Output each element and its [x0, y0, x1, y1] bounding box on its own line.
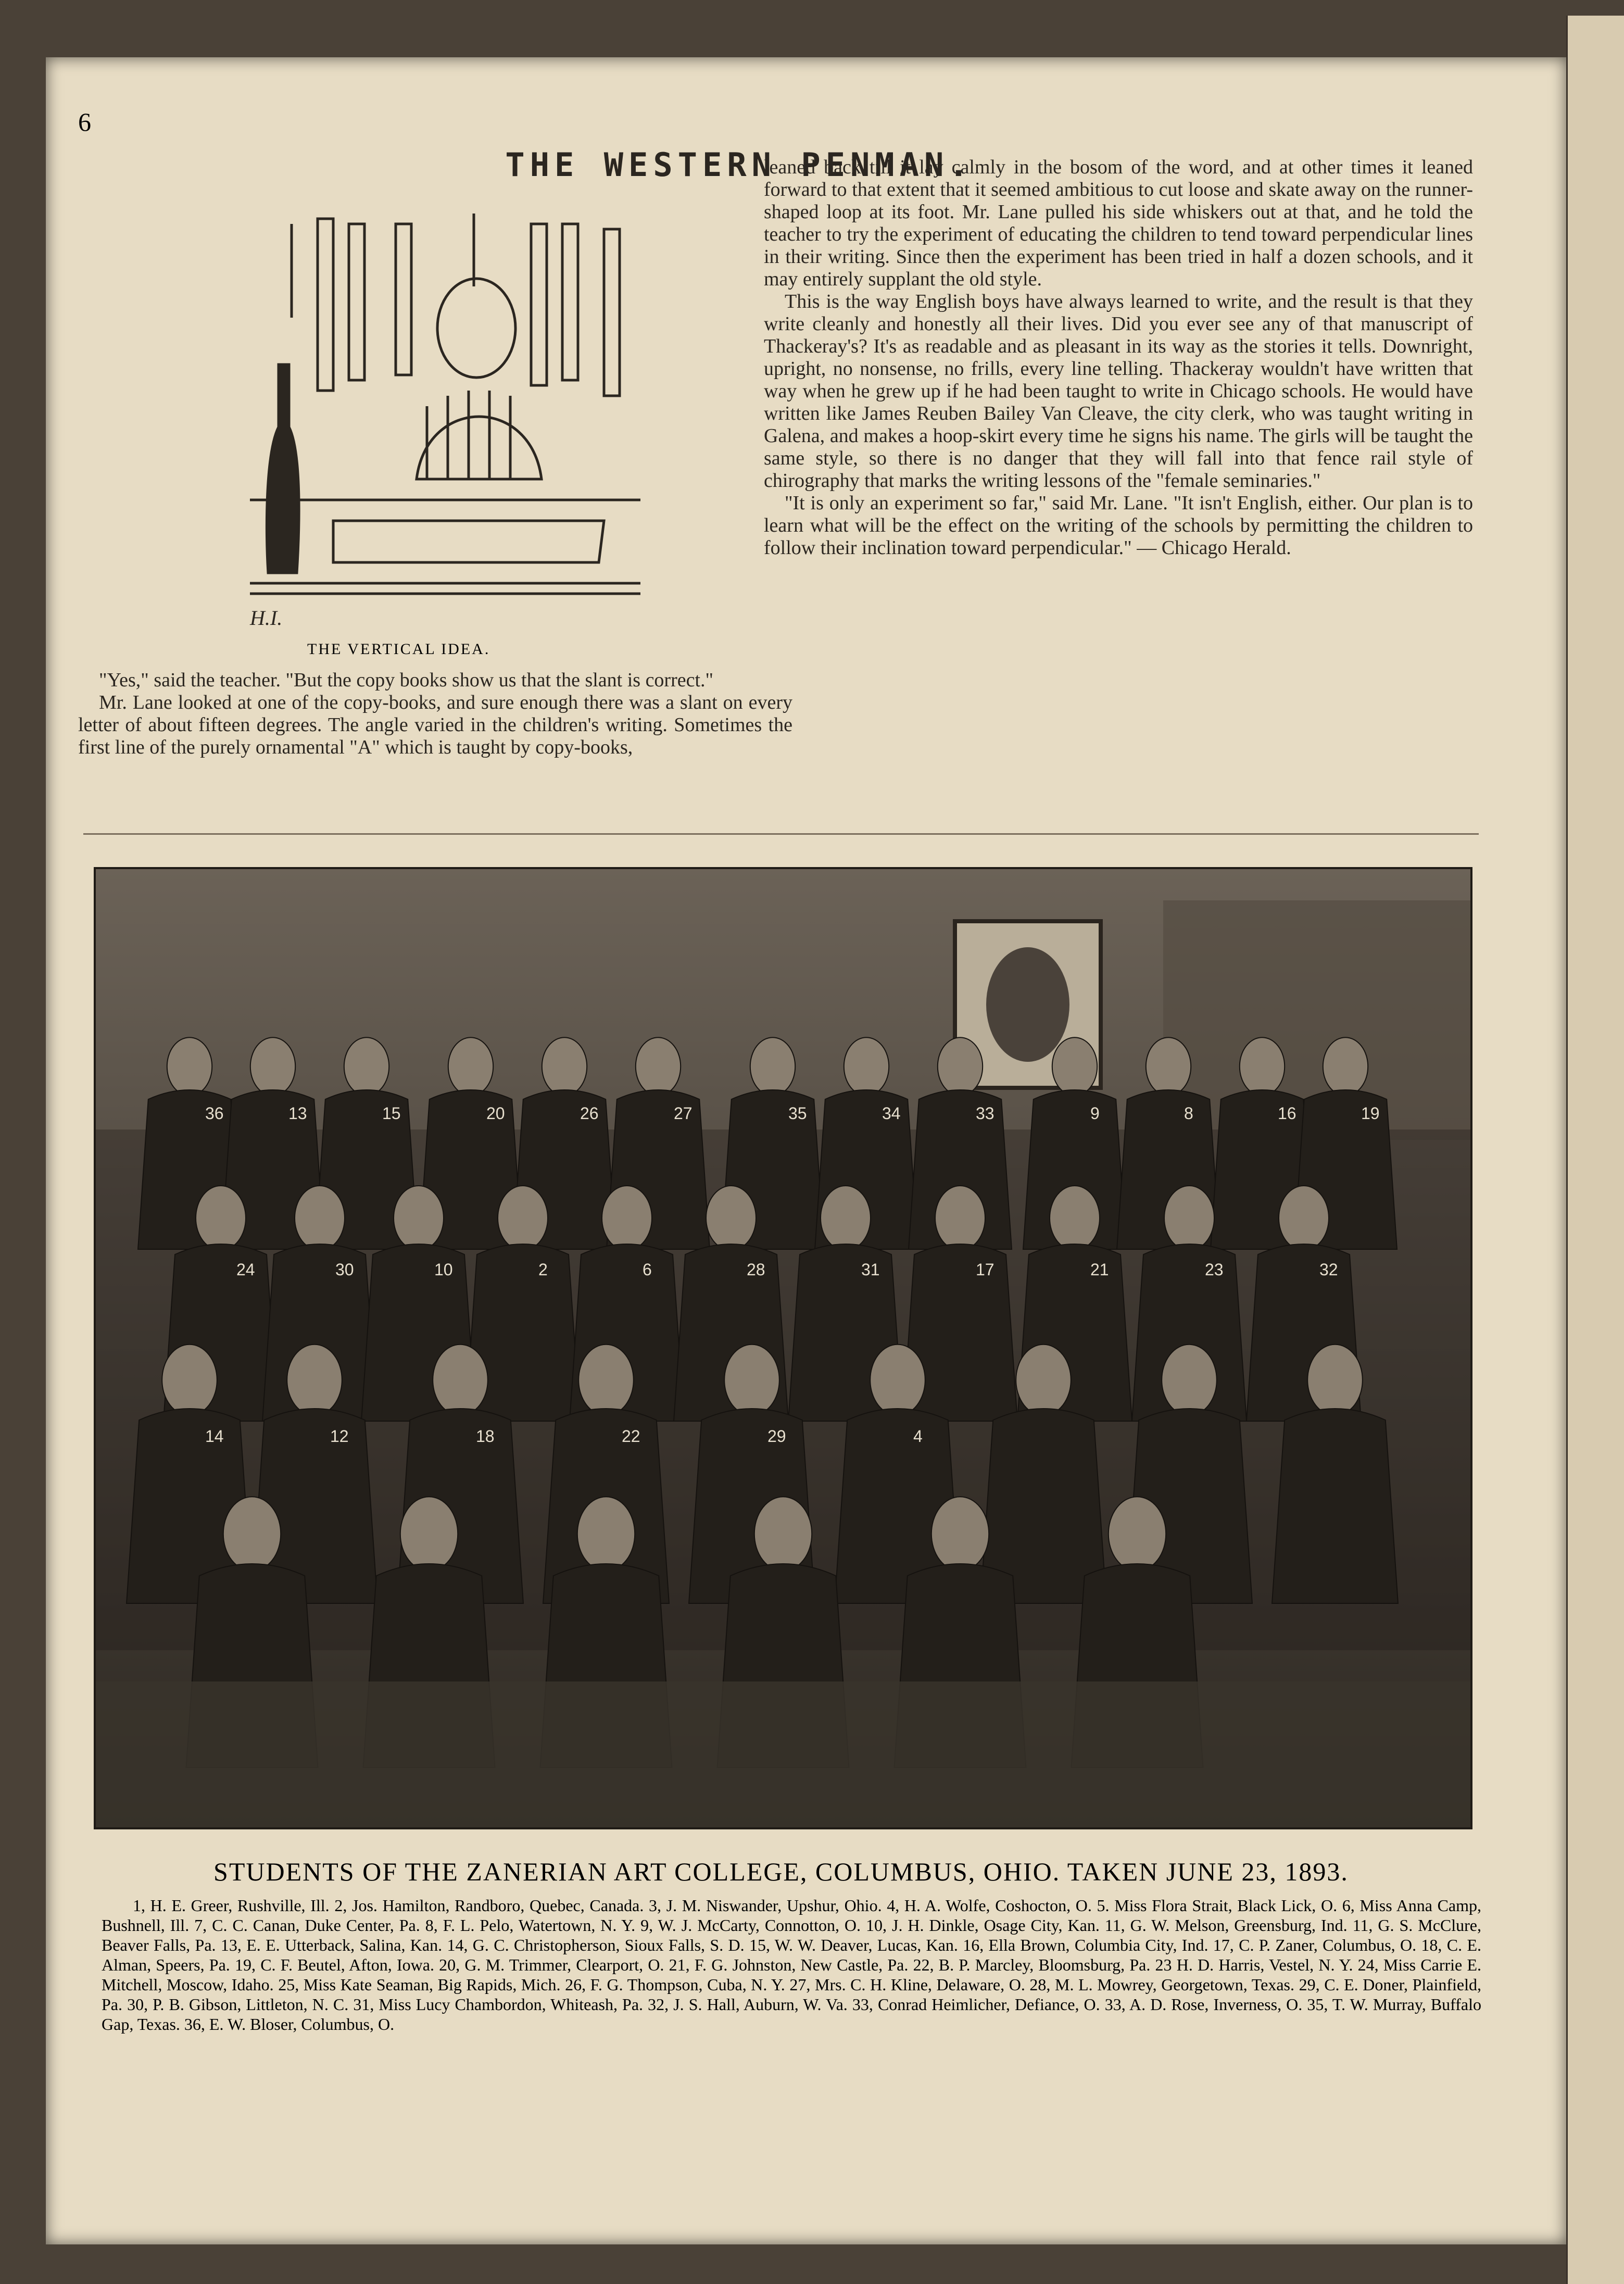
student-head: [821, 1186, 871, 1250]
photo-person-number: 4: [913, 1427, 923, 1446]
student-head: [542, 1037, 587, 1096]
photo-person-number: 10: [434, 1260, 453, 1279]
article-paragraph: "Yes," said the teacher. "But the copy books show us that the slant is correct.": [99, 669, 714, 691]
photo-person-number: 23: [1205, 1260, 1224, 1279]
student-head: [1323, 1037, 1368, 1096]
photo-person-number: 9: [1090, 1104, 1100, 1123]
student-head: [250, 1037, 295, 1096]
student-head: [938, 1037, 983, 1096]
photo-person-number: 29: [767, 1427, 786, 1446]
photo-person-number: 27: [674, 1104, 693, 1123]
student-head: [844, 1037, 889, 1096]
student-head: [344, 1037, 389, 1096]
photo-person-number: 28: [747, 1260, 765, 1279]
group-photograph: [94, 867, 1472, 1829]
photo-person-number: 21: [1090, 1260, 1109, 1279]
student-head: [577, 1497, 635, 1571]
photo-person-number: 36: [205, 1104, 224, 1123]
desk-book: [333, 521, 604, 562]
photo-person-number: 35: [788, 1104, 807, 1123]
boy-body: [417, 417, 542, 479]
photo-person-number: 22: [622, 1427, 640, 1446]
student-head: [295, 1186, 345, 1250]
pillar: [604, 229, 620, 396]
page-number: 6: [78, 107, 91, 136]
photo-legend-text: 1, H. E. Greer, Rushville, Ill. 2, Jos. Hamilton, Randboro, Quebec, Canada. 3, J. M. Niswander, Upshur, Ohio. 4, H. A. Wolfe, Coshocton, O. 5. Miss Flora Strait, Black Lick, O. 6, Miss Anna Camp, Bushnell, Ill. 7, C. C. Canan, Duke Center, Pa. 8, F. L. Pelo, Watertown, N. Y. 9, W. J. McCarty, Connotton, O. 10, J. H. Dinkle, Osage City, Kan. 11, G. W. Melson, Greensburg, Ind. 11, G. S. McClure, Beaver Falls, Pa. 13, E. E. Utterback, Salina, Kan. 14, G. C. Christopherson, Sioux Falls, S. D. 15, W. W. Deaver, Lucas, Kan. 16, Ella Brown, Columbia City, Ind. 17, C. P. Zaner, Columbus, O. 18, C. E. Alman, Speers, Pa. 19, C. F. Beutel, Afton, Iowa. 20, G. M. Trimmer, Clearport, O. 21, F. G. Johnston, New Castle, Pa. 22, B. P. Marcley, Bloomsburg, Pa. 23 H. D. Harris, Vestel, N. Y. 24, Miss Carrie E. Mitchell, Moscow, Idaho. 25, Miss Kate Seaman, Big Rapids, Mich. 26, F. G. Thompson, Cuba, N. Y. 27, Mrs. C. H. Kline, Delaware, O. 28, M. L. Mowrey, Georgetown, Texas. 29, C. E. Doner, Plainfield, Pa. 30, P. B. Gibson, Littleton, N. C. 31, Miss Lucy Chambordon, Whiteash, Pa. 32, J. S. Hall, Auburn, W. Va. 33, Conrad Heimlicher, Defiance, O. 33, A. D. Rose, Inverness, O. 35, T. W. Murray, Buffalo Gap, Texas. 36, E. W. Bloser, Columbus, O.: [102, 1896, 1481, 2034]
pillar: [396, 224, 411, 375]
facing-page-edge: [1566, 16, 1624, 2284]
photo-person-number: 6: [643, 1260, 652, 1279]
student-head: [602, 1186, 652, 1250]
student-head: [724, 1345, 779, 1415]
photo-scene: [96, 869, 1470, 1827]
student-head: [750, 1037, 795, 1096]
student-head: [196, 1186, 246, 1250]
student-head: [1164, 1186, 1214, 1250]
student-head: [1052, 1037, 1097, 1096]
illustration-caption: THE VERTICAL IDEA.: [307, 641, 490, 658]
student-head: [400, 1497, 458, 1571]
student-head: [1109, 1497, 1166, 1571]
photo-person-number: 33: [976, 1104, 994, 1123]
pillar: [562, 224, 578, 380]
photo-person-number: 16: [1278, 1104, 1296, 1123]
student-head: [448, 1037, 493, 1096]
photo-person-number: 18: [476, 1427, 495, 1446]
article-paragraph: This is the way English boys have always learned to write, and the result is that they write cleanly and honestly all their lives. Did you ever see any of that manuscript of Thackeray's? It's as readable and as pleasant in its way as the stories it tells. Downright, upright, no nonsense, no frills, every line telling. Thackeray wouldn't have written that way when he grew up if he had been taught to write in Chicago schools. He would have written like James Reuben Bailey Van Cleave, the city clerk, who was taught writing in Galena, and makes a hoop-skirt every time he signs his name. The girls will be taught the same style, so there is no danger that they will fall into that fence rail style of chirography that marks the writing lessons of the "female seminaries.": [764, 291, 1473, 492]
student-head: [162, 1345, 217, 1415]
photo-person-number: 24: [236, 1260, 255, 1279]
photo-person-number: 26: [580, 1104, 599, 1123]
student-head: [1146, 1037, 1191, 1096]
article-paragraph: "It is only an experiment so far," said Mr. Lane. "It isn't English, either. Our plan is to learn what will be the effect on the writing of the schools by permitting the children to follow their inclination toward perpendicular." — Chicago Herald.: [764, 492, 1473, 559]
photo-person-number: 8: [1184, 1104, 1193, 1123]
photo-person-number: 32: [1319, 1260, 1338, 1279]
student-head: [870, 1345, 925, 1415]
student-head: [706, 1186, 756, 1250]
photo-legend: [102, 1896, 1481, 2034]
photo-person-number: 30: [335, 1260, 354, 1279]
student-head: [1279, 1186, 1329, 1250]
student-head: [1240, 1037, 1285, 1096]
photo-person-number: 15: [382, 1104, 401, 1123]
photo-person-number: 13: [288, 1104, 307, 1123]
photo-person-number: 31: [861, 1260, 880, 1279]
student-figure: [1272, 1409, 1398, 1603]
pillar: [349, 224, 364, 380]
photo-person-number: 12: [330, 1427, 349, 1446]
student-head: [935, 1186, 985, 1250]
photo-person-number: 34: [882, 1104, 901, 1123]
pillar: [531, 224, 547, 385]
student-head: [1162, 1345, 1217, 1415]
student-head: [931, 1497, 989, 1571]
article-paragraph: leaned back till it lay calmly in the bosom of the word, and at other times it leaned forward to that extent that it seemed ambitious to cut loose and skate away on the runner-shaped loop at its foot. Mr. Lane pulled his side whiskers out at that, and he told the teacher to try the experiment of educating the children to tend toward perpendicular lines in their writing. Since then the experiment has been tried in half a dozen schools, and it may entirely supplant the old style.: [764, 156, 1473, 290]
boy-head: [437, 279, 515, 378]
photo-person-number: 19: [1361, 1104, 1380, 1123]
photo-person-number: 17: [976, 1260, 994, 1279]
student-head: [167, 1037, 212, 1096]
photo-person-number: 20: [486, 1104, 505, 1123]
student-head: [1016, 1345, 1071, 1415]
rug: [96, 1681, 1470, 1827]
student-head: [223, 1497, 281, 1571]
student-head: [754, 1497, 812, 1571]
student-head: [498, 1186, 548, 1250]
illustration-signature: H.I.: [250, 606, 283, 630]
student-head: [433, 1345, 488, 1415]
section-divider: [83, 833, 1479, 835]
student-head: [1050, 1186, 1100, 1250]
student-head: [1307, 1345, 1363, 1415]
pillar: [318, 219, 333, 391]
student-head: [636, 1037, 681, 1096]
student-head: [578, 1345, 634, 1415]
photo-person-number: 14: [205, 1427, 224, 1446]
photo-caption-title: STUDENTS OF THE ZANERIAN ART COLLEGE, COLUMBUS, OHIO. TAKEN JUNE 23, 1893.: [213, 1857, 1349, 1886]
photo-person-number: 2: [538, 1260, 548, 1279]
student-head: [394, 1186, 444, 1250]
student-head: [287, 1345, 342, 1415]
article-paragraph: Mr. Lane looked at one of the copy-books, and sure enough there was a slant on every letter of about fifteen degrees. The angle varied in the children's writing. Sometimes the first line of the purely ornamental "A" which is taught by copy-books,: [78, 692, 792, 758]
masthead-title: THE WESTERN PENMAN.: [505, 146, 974, 184]
vertical-idea-illustration: [240, 208, 640, 635]
ink-bottle: [267, 365, 299, 573]
